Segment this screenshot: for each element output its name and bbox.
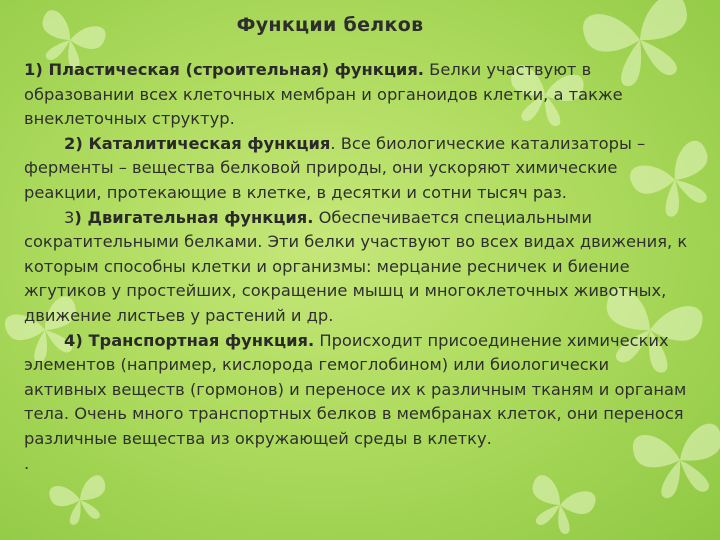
text-transport: Происходит присоединение химических элементов (например, кислорода гемоглобином) или биологически активных веществ (гормонов) и переносе их к различным тканям и органам тела. Очень много транспортных белков в мембранах клеток, они перенося различные вещества из окружающей среды в клетку. xyxy=(24,330,687,448)
paragraph-motor xyxy=(24,206,696,329)
heading-transport: 4) Транспортная функция. xyxy=(64,330,315,350)
slide-title: Функции белков xyxy=(236,14,424,36)
text-catalytic: . Все биологические катализаторы – ферменты – вещества белковой природы, они ускоряют химические реакции, протекающие в клетке, в десятки и сотни тысяч раз. xyxy=(24,133,646,202)
lead-motor: 3 xyxy=(64,207,75,227)
trailing-mark: . xyxy=(24,453,30,473)
text-motor: Обеспечивается специальными сократительными белками. Эти белки участвуют во всех видах движения, к которым способны клетки и организмы: мерцание ресничек и биение жгутиков у простейших, сокращение мышц и многоклеточных животных, движение листьев у растений и др. xyxy=(24,207,688,325)
slide-content xyxy=(24,58,696,476)
paragraph-plastic xyxy=(24,58,696,132)
heading-catalytic: 2) Каталитическая функция xyxy=(64,133,331,153)
paragraph-transport xyxy=(24,329,696,452)
butterfly-icon xyxy=(48,474,114,529)
heading-motor: ) Двигательная функция. xyxy=(74,207,314,227)
text-plastic: Белки участвуют в образовании всех клеточных мембран и органоидов клетки, а также внеклеточных структур. xyxy=(24,60,623,129)
heading-plastic: 1) Пластическая (строительная) функция. xyxy=(24,60,424,79)
butterfly-icon xyxy=(521,473,598,540)
paragraph-catalytic xyxy=(24,132,696,206)
